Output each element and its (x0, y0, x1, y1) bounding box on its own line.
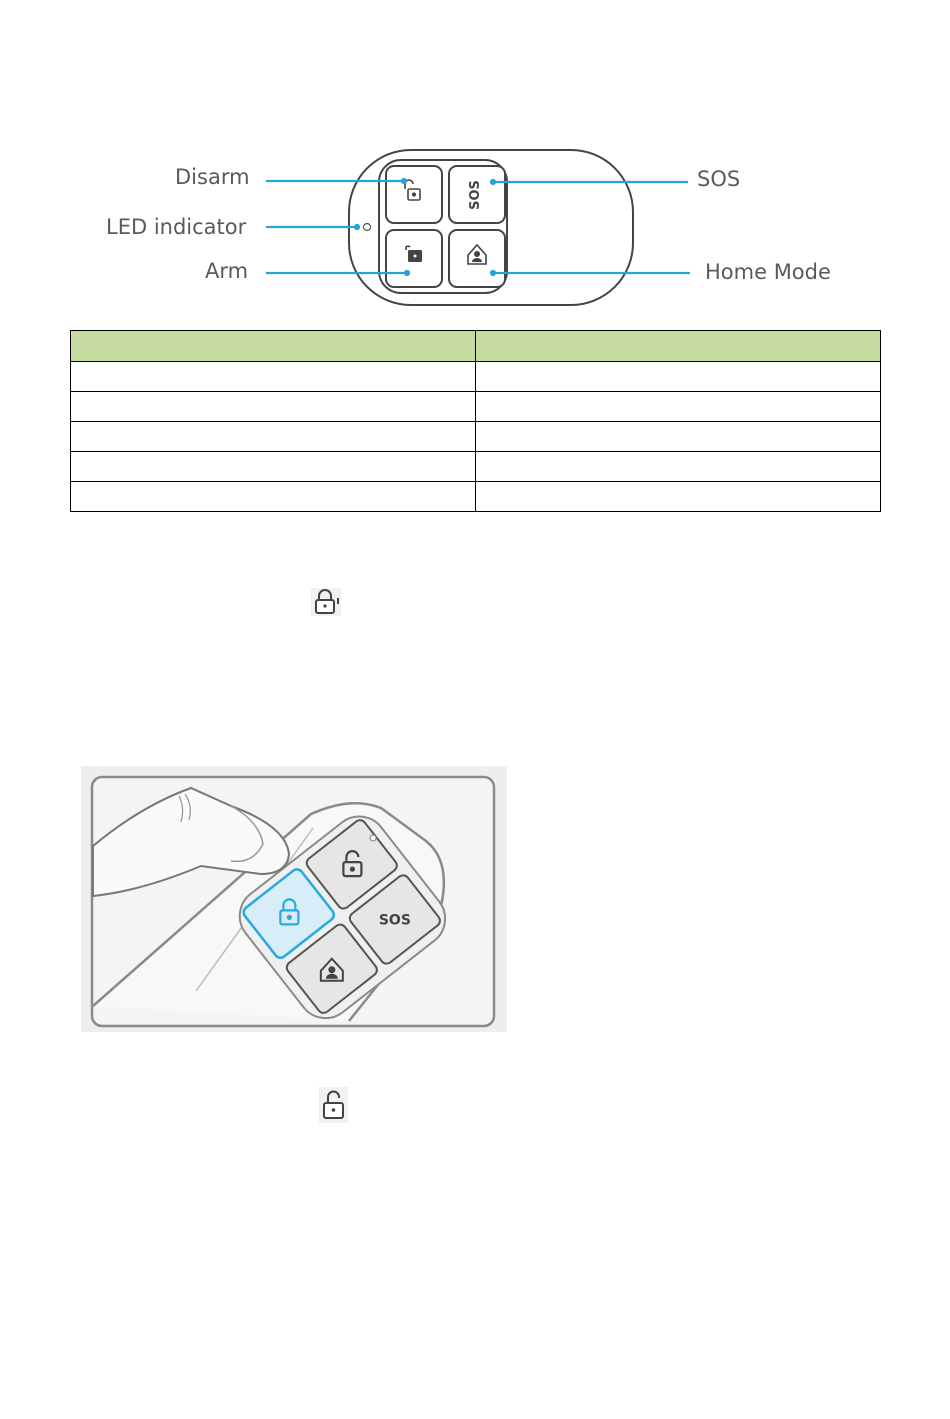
table-cell (476, 362, 881, 392)
table-cell (476, 422, 881, 452)
table-row (71, 362, 881, 392)
table-cell (71, 362, 476, 392)
illustration-art (81, 766, 507, 1032)
home-mode-label: Home Mode (705, 260, 831, 284)
finger-press-illustration (81, 766, 507, 1032)
arm-label: Arm (205, 259, 249, 283)
svg-text:SOS: SOS (378, 912, 411, 929)
table-cell (71, 482, 476, 512)
arm-lock-icon (311, 588, 341, 616)
sos-label: SOS (697, 167, 741, 191)
table-cell (71, 452, 476, 482)
table-header-row (71, 331, 881, 362)
table-row (71, 452, 881, 482)
led-indicator-dot (364, 224, 371, 231)
table-row (71, 482, 881, 512)
table-row (71, 422, 881, 452)
table-cell (476, 482, 881, 512)
table-cell (476, 452, 881, 482)
disarm-label: Disarm (175, 165, 250, 189)
table-row (71, 392, 881, 422)
disarm-unlock-icon (319, 1087, 348, 1123)
remote-diagram (0, 0, 950, 330)
table-cell (476, 392, 881, 422)
table-header-cell (476, 331, 881, 362)
table-cell (71, 422, 476, 452)
table-cell (71, 392, 476, 422)
led-indicator-label: LED indicator (106, 215, 247, 239)
sos-button-text: SOS (468, 180, 483, 210)
spec-table (70, 330, 881, 512)
table-header-cell (71, 331, 476, 362)
